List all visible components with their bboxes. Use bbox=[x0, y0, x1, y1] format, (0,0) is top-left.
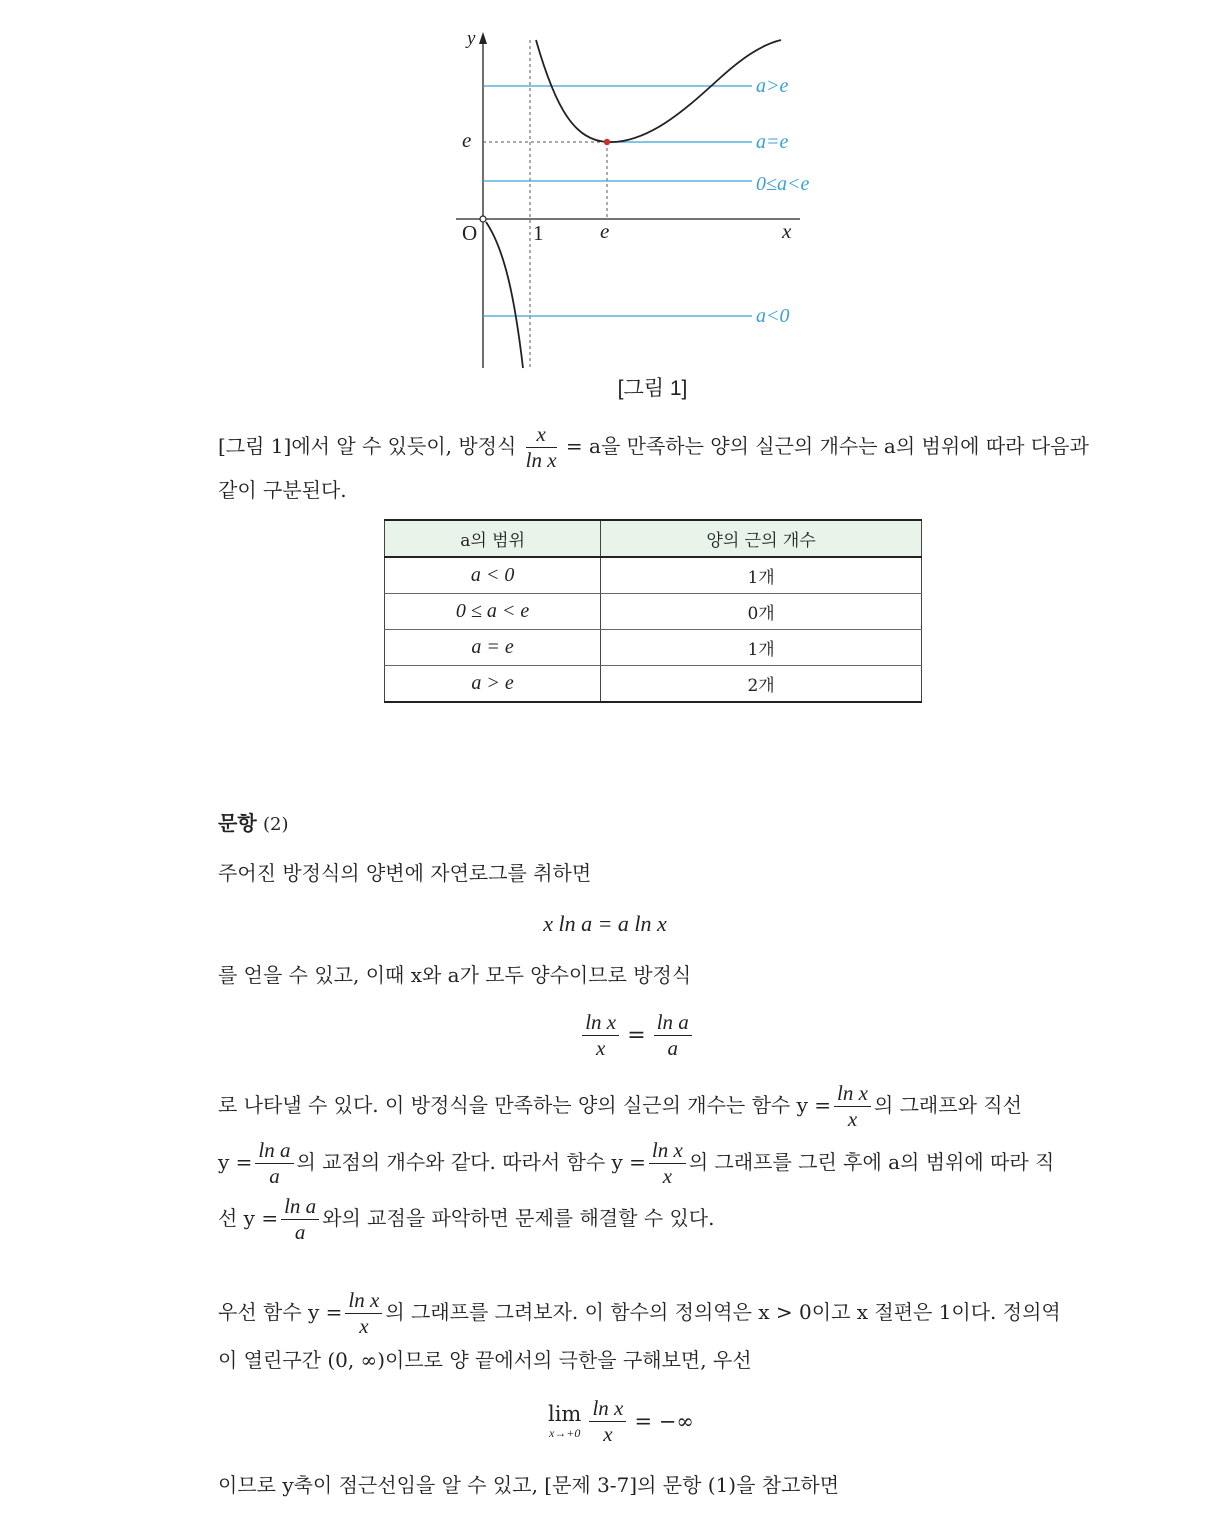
paragraph-4-text: 로 나타낼 수 있다. 이 방정식을 만족하는 양의 실근의 개수는 함수 y = bbox=[218, 1093, 832, 1117]
fraction-lnx-over-x: $\frac{\text{ln x}}{x}$ bbox=[589, 1398, 626, 1445]
label-a-gt-e: a>e bbox=[756, 75, 789, 97]
paragraph-1-pre: [그림 1]에서 알 수 있듯이, 방정식 bbox=[218, 434, 523, 458]
paragraph-3: 를 얻을 수 있고, 이때 x와 a가 모두 양수이므로 방정식 bbox=[218, 963, 692, 987]
paragraph-1-line-1 bbox=[218, 422, 1089, 472]
x-axis-label: x bbox=[782, 219, 792, 243]
equation-2 bbox=[0, 1012, 1210, 1059]
limit-rhs: = −∞ bbox=[634, 1409, 694, 1434]
paragraph-5-line-1 bbox=[218, 1290, 1060, 1337]
paragraph-6: 이므로 y축이 점근선임을 알 수 있고, [문제 3-7]의 문항 (1)을 참고하면 bbox=[218, 1473, 840, 1497]
table-cell-range: 0 ≤ a < e bbox=[385, 594, 601, 630]
paragraph-4-text: 의 그래프와 직선 bbox=[873, 1093, 1022, 1117]
equals-sign: = bbox=[627, 1023, 646, 1048]
paragraph-2: 주어진 방정식의 양변에 자연로그를 취하면 bbox=[218, 861, 592, 885]
equation-1: x ln a = a ln x bbox=[543, 911, 667, 936]
fraction-lnx-over-x: $\frac{\text{ln x}}{x}$ bbox=[582, 1012, 619, 1059]
table-header-count: 양의 근의 개수 bbox=[601, 520, 922, 557]
paragraph-4-line-2 bbox=[218, 1140, 1060, 1187]
y-axis-label: y bbox=[467, 28, 476, 49]
table-header-range: a의 범위 bbox=[385, 520, 601, 557]
figure-caption: [그림 1] bbox=[617, 377, 688, 400]
fraction-lna-over-a: $\frac{\text{ln a}}{a}$ bbox=[654, 1012, 692, 1059]
table-row bbox=[385, 557, 922, 594]
equation-3-limit bbox=[548, 1398, 694, 1445]
table-cell-range: a > e bbox=[385, 666, 601, 703]
section-number: (2) bbox=[263, 814, 289, 835]
paragraph-5-text: 의 그래프를 그려보자. 이 함수의 정의역은 x > 0이고 x 절편은 1이다. 정의역 bbox=[385, 1300, 1061, 1324]
table-cell-range: a < 0 bbox=[385, 557, 601, 594]
paragraph-1-line-2: 같이 구분된다. bbox=[218, 478, 347, 502]
label-0-le-a-lt-e: 0≤a<e bbox=[756, 173, 810, 195]
table-row bbox=[385, 666, 922, 703]
origin-label: O bbox=[462, 221, 478, 245]
paragraph-4-text: y = bbox=[218, 1150, 253, 1174]
table-header-row bbox=[385, 520, 922, 557]
figure-graph bbox=[440, 20, 860, 375]
paragraph-5-line-2: 이 열린구간 (0, ∞)이므로 양 끝에서의 극한을 구해보면, 우선 bbox=[218, 1348, 752, 1372]
lim-operator: lim bbox=[548, 1402, 582, 1426]
y-axis-arrow-icon bbox=[479, 32, 487, 44]
table-cell-range: a = e bbox=[385, 630, 601, 666]
paragraph-4-line-1 bbox=[218, 1083, 1060, 1130]
origin-open-point bbox=[480, 216, 486, 222]
paragraph-4-text: 의 그래프를 그린 후에 a의 범위에 따라 직 bbox=[688, 1150, 1055, 1174]
label-a-lt-0: a<0 bbox=[756, 305, 790, 327]
curve-right-branch bbox=[536, 40, 781, 142]
tick-y-e: e bbox=[462, 128, 472, 152]
paragraph-4-text: 의 교점의 개수와 같다. 따라서 함수 y = bbox=[296, 1150, 646, 1174]
table-row bbox=[385, 630, 922, 666]
label-a-eq-e: a=e bbox=[756, 131, 789, 153]
section-title: 문항 bbox=[218, 811, 257, 835]
fraction-lna-over-a: $\frac{\text{ln a}}{a}$ bbox=[255, 1140, 293, 1187]
fraction-lnx-over-x: $\frac{\text{ln x}}{x}$ bbox=[345, 1290, 382, 1337]
paragraph-4-text: 와의 교점을 파악하면 문제를 해결할 수 있다. bbox=[322, 1206, 715, 1230]
paragraph-1-mid: = a을 만족하는 양의 실근의 개수는 a의 범위에 따라 다음과 bbox=[559, 434, 1089, 458]
section-heading bbox=[218, 808, 1060, 840]
table-cell-count: 0개 bbox=[601, 594, 922, 630]
lim-subscript: x→+0 bbox=[548, 1426, 581, 1440]
curve-left-branch bbox=[486, 222, 523, 368]
paragraph-4-text: 선 y = bbox=[218, 1206, 279, 1230]
table-cell-count: 2개 bbox=[601, 666, 922, 703]
tick-x-1: 1 bbox=[533, 221, 544, 245]
minimum-point bbox=[604, 139, 610, 145]
fraction-lnx-over-x: $\frac{\text{ln x}}{x}$ bbox=[649, 1140, 686, 1187]
table-cell-count: 1개 bbox=[601, 630, 922, 666]
paragraph-4-line-3 bbox=[218, 1196, 1060, 1243]
table-cell-count: 1개 bbox=[601, 557, 922, 594]
fraction-x-over-lnx: $\frac{x}{\text{ln x}}$ bbox=[525, 422, 557, 472]
fraction-lna-over-a: $\frac{\text{ln a}}{a}$ bbox=[281, 1196, 319, 1243]
fraction-lnx-over-x: $\frac{\text{ln x}}{x}$ bbox=[834, 1083, 871, 1130]
paragraph-5-text: 우선 함수 y = bbox=[218, 1300, 343, 1324]
tick-x-e: e bbox=[600, 219, 610, 243]
roots-table bbox=[384, 519, 922, 703]
table-row bbox=[385, 594, 922, 630]
